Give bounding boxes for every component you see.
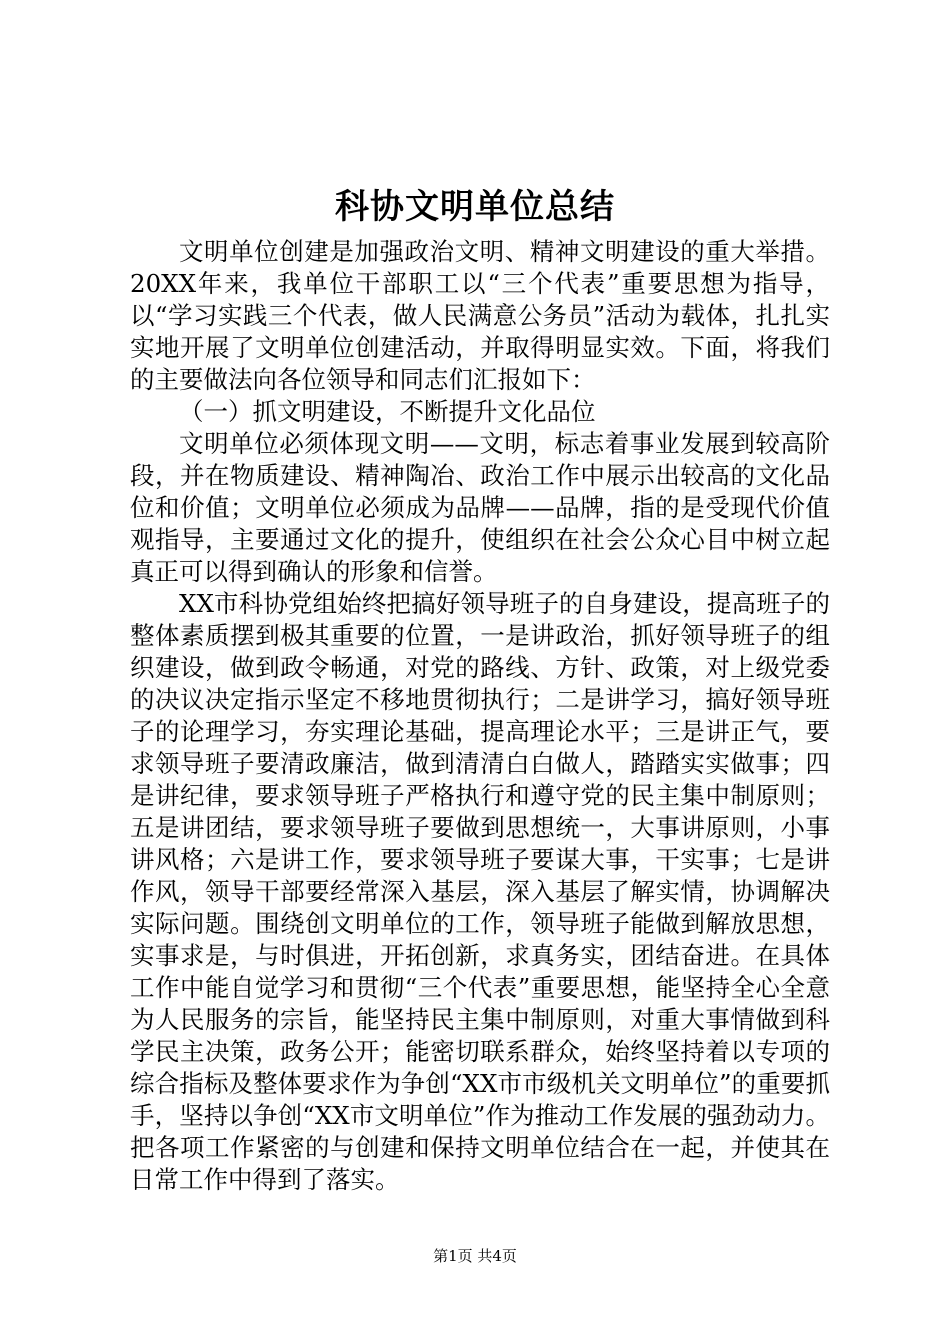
page-number: 第1页 共4页 bbox=[433, 1247, 517, 1265]
document-body bbox=[130, 236, 830, 1196]
section-heading: （一）抓文明建设，不断提升文化品位 bbox=[179, 397, 596, 426]
body-paragraph: 文明单位必须体现文明——文明，标志着事业发展到较高阶段，并在物质建设、精神陶冶、政治工作中展示出较高的文化品位和价值；文明单位必须成为品牌——品牌，指的是受现代价值观指导，主要通过文化的提升，使组织在社会公众心目中树立起真正可以得到确认的形象和信誉。 bbox=[130, 429, 830, 586]
body-paragraph: XX市科协党组始终把搞好领导班子的自身建设，提高班子的整体素质摆到极其重要的位置，一是讲政治，抓好领导班子的组织建设，做到政令畅通，对党的路线、方针、政策，对上级党委的决议决定指示坚定不移地贯彻执行；二是讲学习，搞好领导班子的论理学习，夯实理论基础，提高理论水平；三是讲正气，要求领导班子要清政廉洁，做到清清白白做人，踏踏实实做事；四是讲纪律，要求领导班子严格执行和遵守党的民主集中制原则；五是讲团结，要求领导班子要做到思想统一，大事讲原则，小事讲风格；六是讲工作，要求领导班子要谋大事，干实事；七是讲作风，领导干部要经常深入基层，深入基层了解实情，协调解决实际问题。围绕创文明单位的工作，领导班子能做到解放思想，实事求是，与时俱进，开拓创新，求真务实，团结奋进。在具体工作中能自觉学习和贯彻“三个代表”重要思想，能坚持全心全意为人民服务的宗旨，能坚持民主集中制原则，对重大事情做到科学民主决策，政务公开；能密切联系群众，始终坚持着以专项的综合指标及整体要求作为争创“XX市市级机关文明单位”的重要抓手，坚持以争创“XX市文明单位”作为推动工作发展的强劲动力。把各项工作紧密的与创建和保持文明单位结合在一起，并使其在日常工作中得到了落实。 bbox=[130, 589, 830, 1194]
document-title: 科协文明单位总结 bbox=[335, 187, 615, 227]
intro-paragraph: 文明单位创建是加强政治文明、精神文明建设的重大举措。20XX年来，我单位干部职工以“三个代表”重要思想为指导，以“学习实践三个代表，做人民满意公务员”活动为载体，扎扎实实地开展了文明单位创建活动，并取得明显实效。下面，将我们的主要做法向各位领导和同志们汇报如下： bbox=[130, 237, 830, 394]
